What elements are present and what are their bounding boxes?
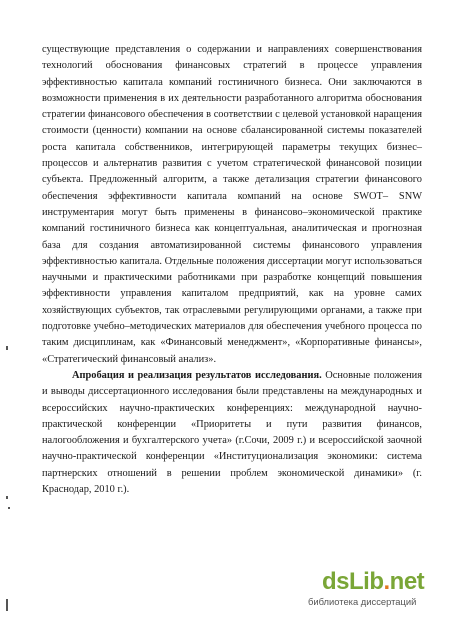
- section-heading: Апробация и реализация результатов исследования.: [72, 369, 322, 381]
- paragraph-text: [42, 368, 422, 498]
- scan-artifact: [8, 507, 10, 509]
- scan-artifact: [6, 599, 8, 611]
- dslib-watermark: [300, 566, 448, 612]
- paragraph-text: существующие представления о содержании и направлениях совершенствования технологий обоснования финансовых стратегий в процессе управления эффективностью капитала компаний гостиничного бизнеса. Они заключаются в возможности применения в их деятельности разработанного алгоритма обоснования стратегии финансового обеспечения в соответствии с целевой установкой наращения стоимости (ценности) компании на основе сбалансированной системы показателей роста капитала собственников, интегрирующей параметры текущих бизнес–процессов и альтернатив развития с учетом стратегической финансовой позиции субъекта. Предложенный алгоритм, а также детализация стратегии финансового обеспечения эффективности капитала компаний на основе SWOT– SNW инструментария могут быть применены в финансово–экономической практике компаний гостиничного бизнеса как концептуальная, аналитическая и прогнозная база для создания автоматизированной системы финансового управления эффективностью капитала. Отдельные положения диссертации могут использоваться научными и практическими работниками при разработке концепций повышения эффективности управления капиталом предприятий, как на уровне самих хозяйствующих субъектов, так отраслевыми регулирующими органами, а также при подготовке учебно–методических материалов для обеспечения учебного процесса по таким дисциплинам, как «Финансовый менеджмент», «Корпоративные финансы», «Стратегический финансовый анализ».: [42, 44, 422, 365]
- watermark-subtitle: библиотека диссертаций: [308, 596, 417, 607]
- section-text: Основные положения и выводы диссертационного исследования были представлены на международных и всероссийских научно-практических конференциях: международной научно-практической конференции «Приоритеты и пути развития финансов, налогообложения и бухгалтерского учета» (г.Сочи, 2009 г.) и всероссийской заочной научно-практической конференции «Институционализация экономики: система партнерских отношений в решении проблем экономической динамики» (г. Краснодар, 2010 г.).: [42, 369, 422, 496]
- scan-artifact: [6, 496, 8, 499]
- dslib-logo: dsLib.net: [322, 568, 425, 595]
- document-body: [42, 42, 422, 498]
- scan-artifact: [6, 346, 8, 350]
